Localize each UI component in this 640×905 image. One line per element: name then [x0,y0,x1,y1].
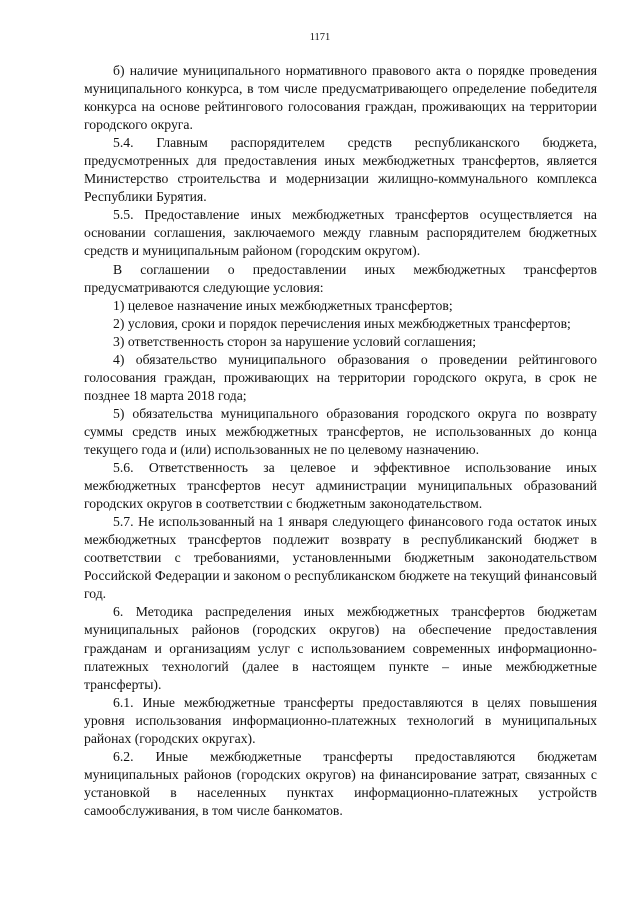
list-item-2: 2) условия, сроки и порядок перечисления иных межбюджетных трансфертов; [113,315,571,331]
paragraph-5-6: 5.6. Ответственность за целевое и эффективное использование иных межбюджетных трансфертов несут администрации муниципальных образований городских округов в соответствии с бюджетным законодательством. [84,460,597,512]
paragraph-6-1: 6.1. Иные межбюджетные трансферты предоставляются в целях повышения уровня использования информационно-платежных технологий в муниципальных районах (городских округах). [84,694,597,746]
paragraph-6-2: 6.2. Иные межбюджетные трансферты предоставляются бюджетам муниципальных районов (городских округов) на финансирование затрат, связанных с установкой в населенных пунктах информационно-платежных устройств самообслуживания, в том числе банкоматов. [84,748,597,818]
paragraph-agreement-conditions: В соглашении о предоставлении иных межбюджетных трансфертов предусматриваются следующие условия: [84,261,597,295]
document-body [84,62,597,820]
list-item-4: 4) обязательство муниципального образования о проведении рейтингового голосования граждан, проживающих на территории городского округа, в срок не позднее 18 марта 2018 года; [84,351,597,403]
list-item-3: 3) ответственность сторон за нарушение условий соглашения; [113,333,477,349]
paragraph-5-5: 5.5. Предоставление иных межбюджетных трансфертов осуществляется на основании соглашения, заключаемого между главным распорядителем бюджетных средств и муниципальным районом (городским округом). [84,207,597,259]
list-item-1: 1) целевое назначение иных межбюджетных трансфертов; [113,297,453,313]
paragraph-b-competition-act: б) наличие муниципального нормативного правового акта о порядке проведения муниципального конкурса, в том числе предусматривающего определение победителя конкурса на основе рейтингового голосования граждан, проживающих на территории городского округа. [84,63,597,133]
paragraph-6: 6. Методика распределения иных межбюджетных трансфертов бюджетам муниципальных районов (городских округов) на обеспечение предоставления гражданам и организациям услуг с использованием современных информационно-платежных технологий (далее в настоящем пункте – иные межбюджетные трансферты). [84,604,597,692]
paragraph-5-7: 5.7. Не использованный на 1 января следующего финансового года остаток иных межбюджетных трансфертов подлежит возврату в республиканский бюджет в соответствии с требованиями, установленными бюджетным законодательством Российской Федерации и законом о республиканском бюджете на текущий финансовый год. [84,514,597,602]
paragraph-5-4: 5.4. Главным распорядителем средств республиканского бюджета, предусмотренных для предоставления иных межбюджетных трансфертов, является Министерство строительства и модернизации жилищно-коммунального комплекса Республики Бурятия. [84,135,597,205]
list-item-5: 5) обязательства муниципального образования городского округа по возврату суммы средств иных межбюджетных трансфертов, не использованных до конца текущего года и (или) использованных не по целевому назначению. [84,405,597,457]
page-number: 1171 [309,32,331,43]
